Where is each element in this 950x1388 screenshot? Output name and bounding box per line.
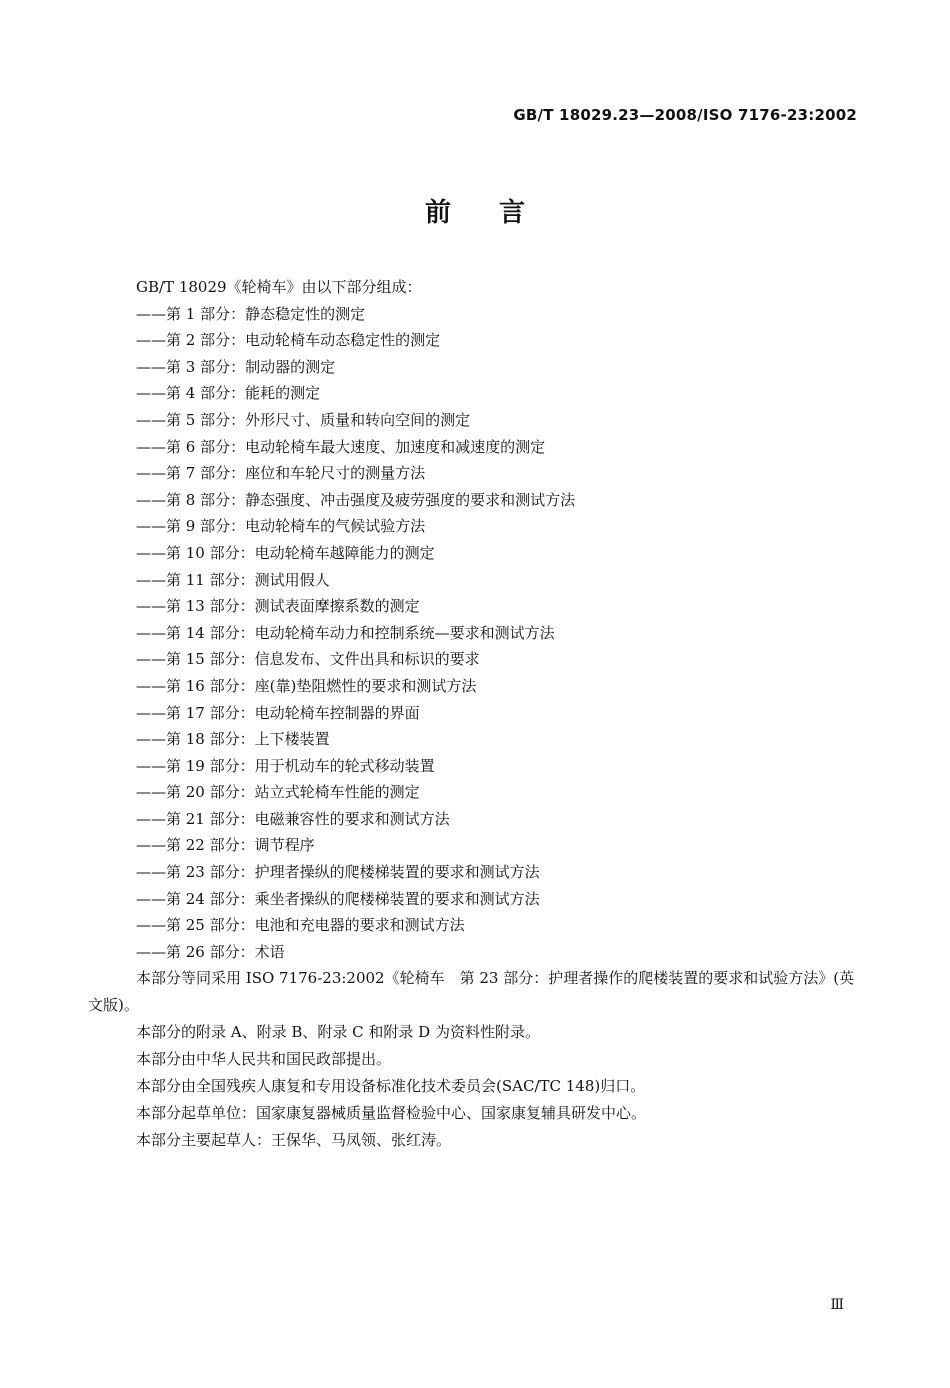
part-item: ——第 4 部分：能耗的测定 xyxy=(136,384,321,403)
part-item: ——第 5 部分：外形尺寸、质量和转向空间的测定 xyxy=(136,410,471,429)
part-item: ——第 17 部分：电动轮椅车控制器的界面 xyxy=(136,703,420,722)
parts-intro: GB/T 18029《轮椅车》由以下部分组成： xyxy=(136,278,422,296)
part-item: ——第 13 部分：测试表面摩擦系数的测定 xyxy=(136,597,420,616)
part-item: ——第 7 部分：座位和车轮尺寸的测量方法 xyxy=(136,464,426,483)
part-item: ——第 16 部分：座(靠)垫阻燃性的要求和测试方法 xyxy=(136,676,477,695)
part-item: ——第 25 部分：电池和充电器的要求和测试方法 xyxy=(136,916,465,935)
part-item: ——第 6 部分：电动轮椅车最大速度、加速度和减速度的测定 xyxy=(136,437,546,456)
part-item: ——第 15 部分：信息发布、文件出具和标识的要求 xyxy=(136,650,480,669)
part-item: ——第 3 部分：制动器的测定 xyxy=(136,357,336,376)
part-item: ——第 20 部分：站立式轮椅车性能的测定 xyxy=(136,783,420,802)
part-item: ——第 9 部分：电动轮椅车的气候试验方法 xyxy=(136,517,426,536)
part-item: ——第 21 部分：电磁兼容性的要求和测试方法 xyxy=(136,809,450,828)
part-item: ——第 8 部分：静态强度、冲击强度及疲劳强度的要求和测试方法 xyxy=(136,490,576,509)
paragraph-adoption: 本部分等同采用 ISO 7176-23:2002《轮椅车 第 23 部分：护理者操作的爬楼装置的要求和试验方法》(英文版)。 xyxy=(88,969,855,1015)
part-item: ——第 11 部分：测试用假人 xyxy=(136,570,330,589)
paragraph-annexes: 本部分的附录 A、附录 B、附录 C 和附录 D 为资料性附录。 xyxy=(136,1023,540,1042)
paragraph-drafting-units: 本部分起草单位：国家康复器械质量监督检验中心、国家康复辅具研发中心。 xyxy=(136,1104,647,1123)
part-item: ——第 14 部分：电动轮椅车动力和控制系统—要求和测试方法 xyxy=(136,623,555,642)
part-item: ——第 19 部分：用于机动车的轮式移动装置 xyxy=(136,756,435,775)
part-item: ——第 18 部分：上下楼装置 xyxy=(136,730,330,749)
page-title: 前言 xyxy=(424,198,573,228)
standard-code: GB/T 18029.23—2008/ISO 7176-23:2002 xyxy=(513,106,857,124)
part-item: ——第 24 部分：乘坐者操纵的爬楼梯装置的要求和测试方法 xyxy=(136,889,540,908)
part-item: ——第 2 部分：电动轮椅车动态稳定性的测定 xyxy=(136,331,441,350)
paragraph-proposer: 本部分由中华人民共和国民政部提出。 xyxy=(136,1050,392,1069)
part-item: ——第 22 部分：调节程序 xyxy=(136,836,315,855)
paragraph-drafters: 本部分主要起草人：王保华、马凤领、张红涛。 xyxy=(136,1131,452,1150)
paragraph-committee: 本部分由全国残疾人康复和专用设备标准化技术委员会(SAC/TC 148)归口。 xyxy=(136,1077,646,1096)
part-item: ——第 23 部分：护理者操纵的爬楼梯装置的要求和测试方法 xyxy=(136,863,540,882)
page-number: Ⅲ xyxy=(830,1297,844,1313)
foreword-body xyxy=(88,274,860,1154)
part-item: ——第 26 部分：术语 xyxy=(136,942,285,961)
part-item: ——第 10 部分：电动轮椅车越障能力的测定 xyxy=(136,543,435,562)
part-item: ——第 1 部分：静态稳定性的测定 xyxy=(136,304,366,323)
